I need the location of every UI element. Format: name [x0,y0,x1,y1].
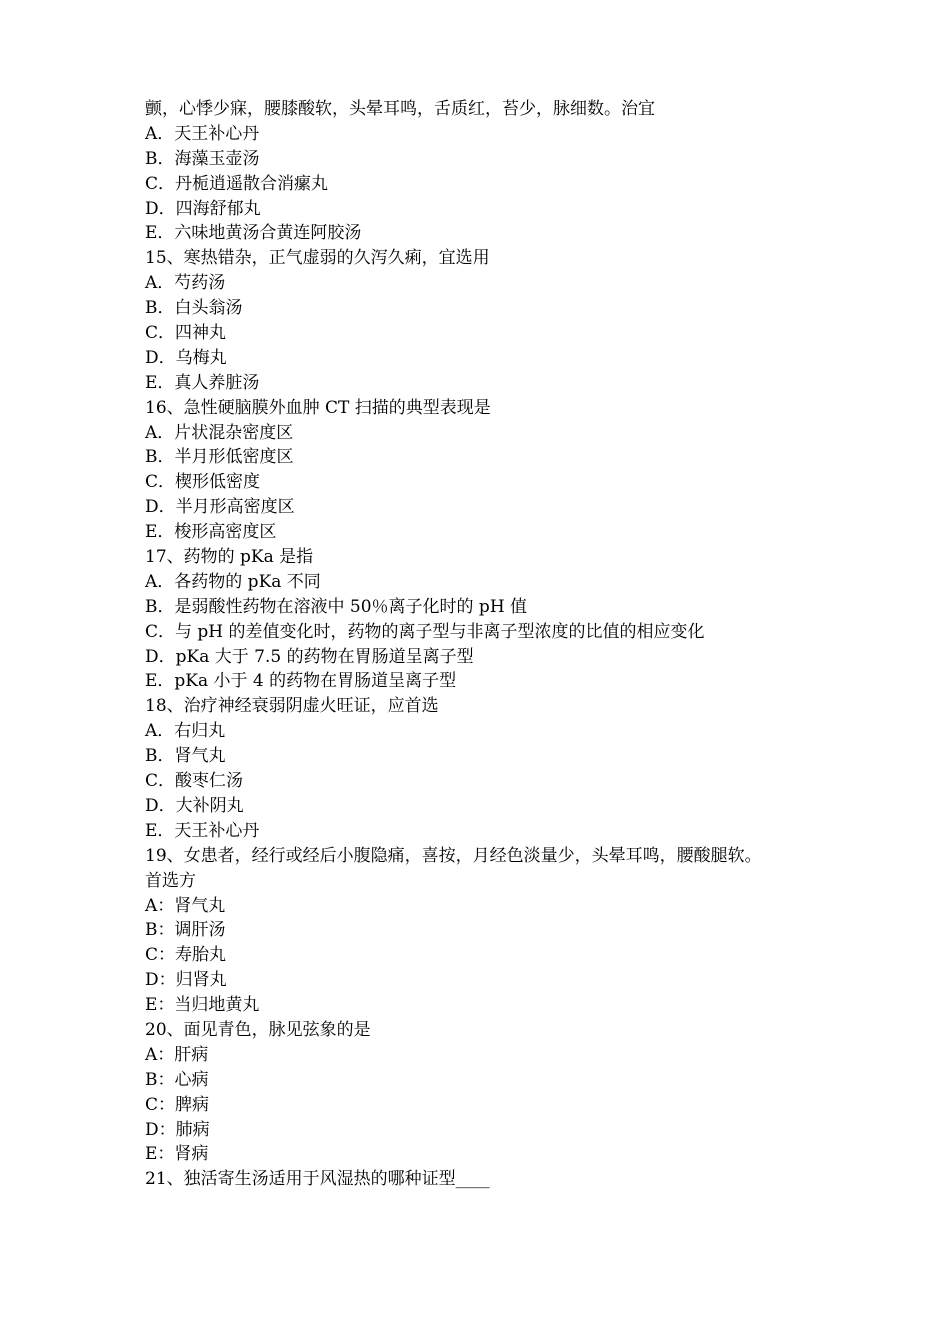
option-line: A：肝病 [145,1044,209,1065]
question-line: 19、女患者，经行或经后小腹隐痛，喜按，月经色淡量少，头晕耳鸣，腰酸腿软。 [145,845,762,866]
option-line: C．丹栀逍遥散合消瘰丸 [145,173,329,194]
option-line: A．芍药汤 [145,273,226,294]
option-line: C．楔形低密度 [145,472,261,493]
question-line: 18、治疗神经衰弱阴虚火旺证，应首选 [145,696,439,717]
option-line: E．真人养脏汤 [145,372,260,393]
document-page [145,97,845,1192]
option-line: A．天王补心丹 [145,123,260,144]
option-line: D．四海舒郁丸 [145,198,261,219]
text-line: 颤，心悸少寐，腰膝酸软，头晕耳鸣，舌质红，苔少，脉细数。治宜 [145,99,655,119]
option-line: A：肾气丸 [145,895,226,916]
option-line: B：心病 [145,1069,209,1090]
option-line: C：脾病 [145,1094,210,1115]
option-line: B．半月形低密度区 [145,447,294,468]
option-line: E：当归地黄丸 [145,995,260,1016]
option-line: B．白头翁汤 [145,298,243,319]
option-line: C．酸枣仁汤 [145,771,244,792]
option-line: D：归肾丸 [145,970,227,991]
option-line: D．半月形高密度区 [145,497,295,518]
question-line: 20、面见青色，脉见弦象的是 [145,1019,371,1040]
option-line: B．肾气丸 [145,746,226,767]
option-line: E．天王补心丹 [145,820,260,841]
option-line: C．四神丸 [145,323,227,344]
option-line: E：肾病 [145,1144,209,1165]
option-line: C．与 pH 的差值变化时，药物的离子型与非离子型浓度的比值的相应变化 [145,621,705,642]
question-line: 17、药物的 pKa 是指 [145,547,314,568]
option-line: D．乌梅丸 [145,347,227,368]
option-line: E．六味地黄汤合黄连阿胶汤 [145,223,362,244]
question-line: 15、寒热错杂，正气虚弱的久泻久痢，宜选用 [145,248,490,269]
option-line: E．pKa 小于 4 的药物在胃肠道呈离子型 [145,671,457,692]
question-line: 首选方 [145,870,196,891]
option-line: A．片状混杂密度区 [145,422,294,443]
option-line: C：寿胎丸 [145,945,227,966]
option-line: A．右归丸 [145,721,226,742]
option-line: B．是弱酸性药物在溶液中 50％离子化时的 pH 值 [145,596,528,617]
option-line: E．梭形高密度区 [145,522,277,543]
option-line: D．pKa 大于 7.5 的药物在胃肠道呈离子型 [145,646,474,667]
option-line: B：调肝汤 [145,920,226,941]
option-line: B．海藻玉壶汤 [145,148,260,169]
question-line: 21、独活寄生汤适用于风湿热的哪种证型____ [145,1169,490,1190]
option-line: D：肺病 [145,1119,210,1140]
option-line: D．大补阴丸 [145,795,244,816]
question-line: 16、急性硬脑膜外血肿 CT 扫描的典型表现是 [145,397,491,418]
option-line: A．各药物的 pKa 不同 [145,571,321,592]
